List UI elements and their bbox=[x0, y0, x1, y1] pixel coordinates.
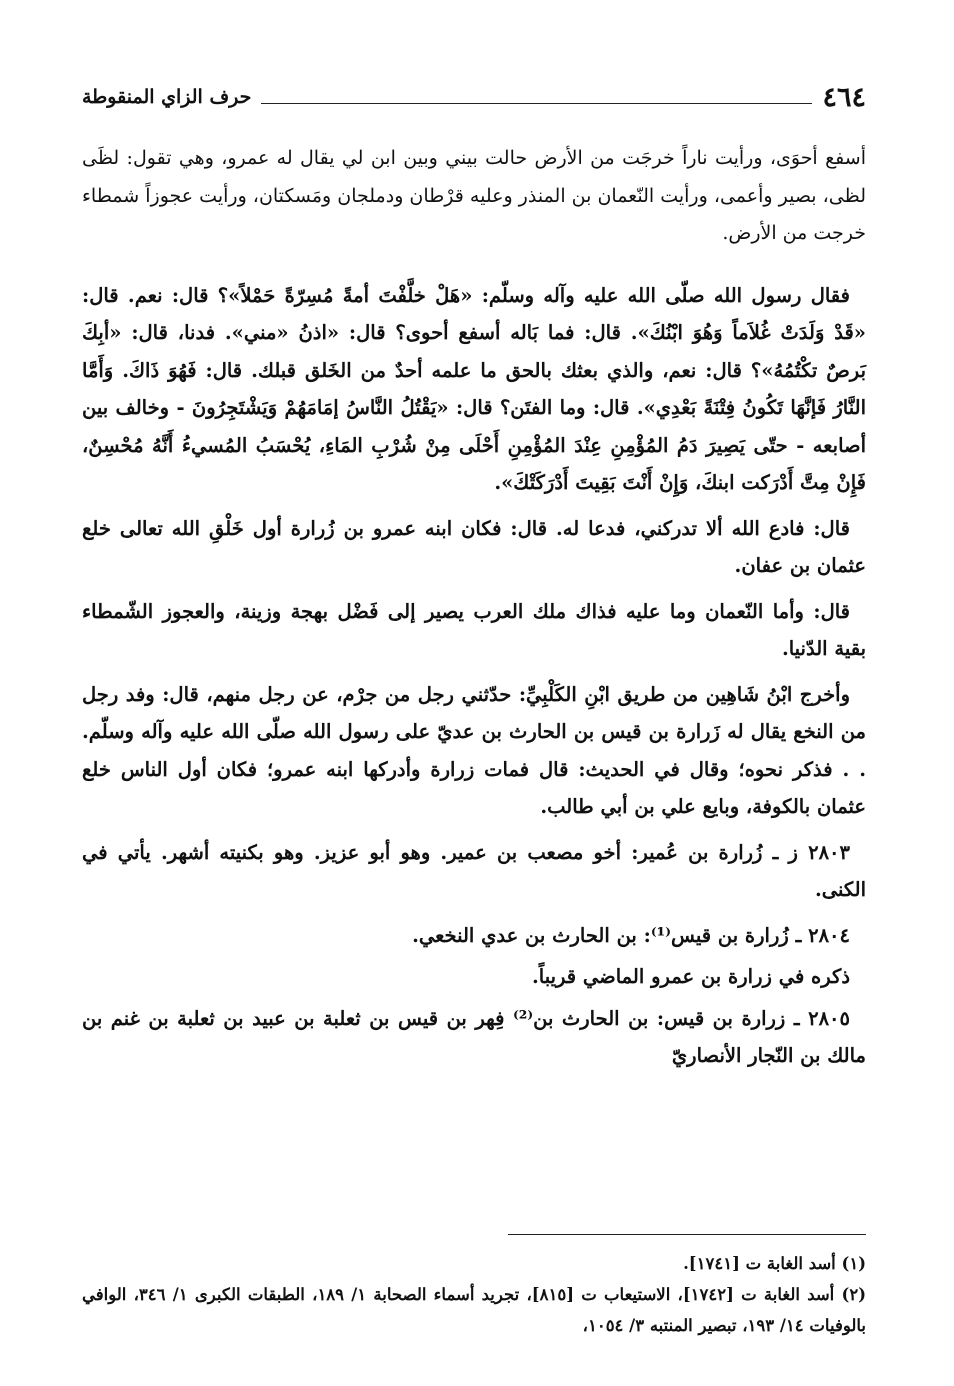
body-text bbox=[82, 140, 866, 1075]
entry-2804: ٢٨٠٤ ـ زُرارة بن قيس⁽¹⁾: بن الحارث بن عدي النخعي. bbox=[412, 923, 850, 947]
header-rule bbox=[261, 103, 812, 104]
entry-2805: ٢٨٠٥ ـ زرارة بن قيس: بن الحارث بن⁽²⁾ فِهر بن قيس بن ثعلبة بن عبيد بن ثعلبة بن غنم بن مالك بن النّجار الأنصاريّ bbox=[82, 1006, 866, 1067]
paragraph-5: وأخرج ابْنُ شَاهِين من طريق ابْنِ الكَلْبِيِّ: حدّثني رجل من جرْم، عن رجل منهم، قال: وفد رجل من النخع يقال له زَرارة بن قيس بن الحارث بن عديّ على رسول الله صلّى الله عليه وآله وسلّم. . . فذكر نحوه؛ وقال في الحديث: قال فمات زرارة وأدركها ابنه عمرو؛ فكان أول الناس خلع عثمان بالكوفة، وبايع علي بن أبي طالب. bbox=[82, 682, 866, 818]
footnotes bbox=[82, 1248, 866, 1341]
paragraph-4: قال: وأما النّعمان وما عليه فذاك ملك العرب يصير إلى فَضْل بهجة وزينة، والعجوز الشّمطاء بقية الدّنيا. bbox=[82, 599, 866, 660]
paragraph-3: قال: فادع الله ألا تدركني، فدعا له. قال: فكان ابنه عمرو بن زُرارة أول خَلْقِ الله تعالى خلع عثمان بن عفان. bbox=[82, 516, 866, 577]
entry-2803: ٢٨٠٣ ز ـ زُرارة بن عُمير: أخو مصعب بن عمير. وهو أبو عزيز. وهو بكنيته أشهر. يأتي في الكنى. bbox=[82, 840, 866, 901]
paragraph-1: أسفع أحوَى، ورأيت ناراً خرجَت من الأرض حالت بيني وبين ابن لي يقال له عمرو، وهي تقول: لظَى لظى، بصير وأعمى، ورأيت النّعمان بن المنذر وعليه قرْطان ودملجان ومَسكتان، ورأيت عجوزاً شمطاء خرجت من الأرض. bbox=[82, 147, 866, 244]
entry-2804-note: ذكره في زرارة بن عمرو الماضي قريباً. bbox=[532, 965, 850, 988]
footnote-rule bbox=[508, 1234, 866, 1235]
page-number: ٤٦٤ bbox=[822, 81, 866, 113]
footnote-1: (١) أسد الغابة ت [١٧٤١]. bbox=[683, 1254, 866, 1273]
running-title: حرف الزاي المنقوطة bbox=[82, 86, 252, 108]
footnote-2: (٢) أسد الغابة ت [١٧٤٢]، الاستيعاب ت [٨١٥]، تجريد أسماء الصحابة ١/ ١٨٩، الطبقات الكبرى ١/ ٣٤٦، الوافي بالوفيات ١٤/ ١٩٣، تبصير المنتبه ٣/ ١٠٥٤، bbox=[82, 1285, 866, 1335]
paragraph-2: فقال رسول الله صلّى الله عليه وآله وسلّم: «هَلْ خلَّفْتَ أمةً مُسِرّةً حَمْلاً»؟ قال: نعم. قال: «قَدْ وَلَدَتْ غُلاَماً وَهُوَ ابْنُكَ». قال: فما بَاله أسفع أحوى؟ قال: «اذنُ «مني». فدنا، قال: «أبِكَ بَرصٌ تكْتُمُهُ»؟ قال: نعم، والذي بعثك بالحق ما علمه أحدٌ من الخَلق قبلك. قال: فَهُوَ ذَاكَ. وَأَمَّا النَّارُ فَإنَّهَا تَكُونُ فِتْنَةً بَعْدِي». قال: وما الفتَن؟ قال: «يَقْتُلُ النَّاسُ إمَامَهُمْ وَيَشْتَجِرُونَ - وخالف بين أصابعه - حتّى يَصِيرَ دَمُ المُؤْمِنِ عِنْدَ المُؤْمِنِ أَحْلَى مِنْ شُرْبِ المَاءِ، يُحْسَبُ المُسيءُ أَنَّهُ مُحْسِنٌ، فَإِنْ مِتَّ أَدْرَكت ابنكَ، وَإِنْ أَنْتَ بَقِيتَ أَدْرَكَتْكَ». bbox=[82, 283, 866, 494]
page-header bbox=[82, 82, 866, 112]
